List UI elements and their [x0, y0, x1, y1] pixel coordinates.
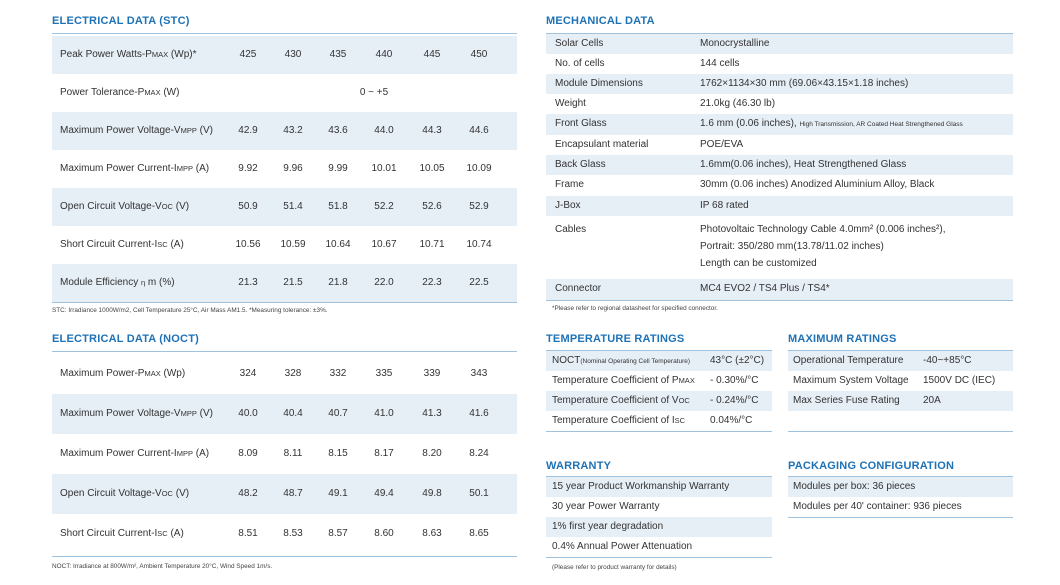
warranty-item: 0.4% Annual Power Attenuation — [552, 541, 693, 552]
mechanical-value-text: 1.6 mm (0.06 inches), — [700, 118, 800, 129]
noct-row-label-tail: (V) — [196, 408, 213, 419]
maximum-row-label: Max Series Fuse Rating — [793, 395, 900, 406]
packaging-title: PACKAGING CONFIGURATION — [788, 460, 955, 472]
mechanical-row-value — [700, 200, 749, 211]
stc-cell: 10.09 — [466, 163, 492, 174]
stc-row-label-tail: (A) — [167, 239, 184, 250]
mechanical-title: MECHANICAL DATA — [546, 15, 655, 27]
stc-cell: 52.2 — [374, 201, 394, 212]
maximum-bottom-rule — [788, 431, 1013, 432]
noct-cell: 49.1 — [328, 488, 348, 499]
stc-row-label-tail: (Wp)* — [168, 49, 197, 60]
stc-cell: 450 — [470, 49, 488, 60]
temperature-row-value: 43°C (±2°C) — [710, 355, 765, 366]
maximum-row-value: 20A — [923, 395, 941, 406]
stc-row-label-text: Maximum Power Current-I — [60, 163, 177, 174]
stc-cell: 21.8 — [328, 277, 348, 288]
stc-row-label-tail: (V) — [196, 125, 213, 136]
noct-cell: 40.4 — [283, 408, 303, 419]
temperature-bottom-rule — [546, 431, 772, 432]
stc-row-label — [60, 49, 197, 60]
stc-row-label-tail: m (%) — [145, 277, 175, 288]
noct-cell: 8.11 — [283, 448, 303, 459]
noct-cell: 8.65 — [469, 528, 489, 539]
stc-cell: 10.64 — [325, 239, 351, 250]
noct-row-label-tail: (A) — [167, 528, 184, 539]
mechanical-row-value-line: Portrait: 350/280 mm(13.78/11.02 inches) — [700, 241, 884, 252]
noct-row-label-text: Maximum Power Voltage-V — [60, 408, 181, 419]
stc-cell: 9.99 — [328, 163, 348, 174]
mechanical-value-text: 21.0kg (46.30 lb) — [700, 98, 776, 109]
stc-cell: 10.71 — [419, 239, 445, 250]
stc-cell: 22.0 — [374, 277, 394, 288]
stc-row-label-subscript: MPP — [180, 126, 197, 135]
temperature-row-label — [552, 395, 690, 406]
mechanical-row-value — [700, 283, 830, 294]
warranty-bottom-rule — [546, 557, 772, 558]
mechanical-row-label: No. of cells — [555, 58, 605, 69]
mechanical-value-text: MC4 EVO2 / TS4 Plus / TS4* — [700, 283, 830, 294]
stc-cell: 9.92 — [238, 163, 258, 174]
temperature-row-label-text: Temperature Coefficient of V — [552, 395, 679, 406]
stc-row-label-subscript: MAX — [144, 88, 161, 97]
stc-cell: 445 — [423, 49, 441, 60]
noct-row-label-text: Short Circuit Current-I — [60, 528, 158, 539]
stc-cell: 440 — [375, 49, 393, 60]
stc-cell: 21.3 — [238, 277, 258, 288]
temperature-row-value: - 0.24%/°C — [710, 395, 759, 406]
noct-note: NOCT: Irradiance at 800W/m², Ambient Temperature 20°C, Wind Speed 1m/s. — [52, 563, 273, 570]
stc-cell: 52.9 — [469, 201, 489, 212]
noct-cell: 41.3 — [422, 408, 442, 419]
noct-cell: 49.8 — [422, 488, 442, 499]
noct-bottom-rule — [52, 556, 517, 557]
warranty-title: WARRANTY — [546, 460, 612, 472]
noct-cell: 50.1 — [469, 488, 489, 499]
noct-cell: 8.63 — [422, 528, 442, 539]
noct-title: ELECTRICAL DATA (NOCT) — [52, 333, 199, 345]
stc-cell: 44.6 — [469, 125, 489, 136]
mechanical-row-label: Connector — [555, 283, 602, 294]
stc-cell: 10.74 — [466, 239, 492, 250]
noct-row-label — [60, 448, 209, 459]
noct-cell: 8.57 — [328, 528, 348, 539]
warranty-note: (Please refer to product warranty for details) — [552, 564, 677, 571]
noct-cell: 8.09 — [238, 448, 258, 459]
noct-row-label-subscript: OC — [161, 489, 173, 498]
mechanical-row-label: Weight — [555, 98, 586, 109]
noct-cell: 41.0 — [374, 408, 394, 419]
stc-row-label — [60, 277, 175, 288]
stc-cell: 43.6 — [328, 125, 348, 136]
stc-row-label-subscript: η — [140, 278, 146, 287]
mechanical-value-text: 1.6mm(0.06 inches), Heat Strengthened Glass — [700, 159, 907, 170]
mechanical-row-value — [700, 38, 769, 49]
noct-row-label-tail: (V) — [172, 488, 190, 499]
stc-title: ELECTRICAL DATA (STC) — [52, 15, 190, 27]
noct-row-label-text: Open Circuit Voltage-V — [60, 488, 162, 499]
mechanical-row-label: Front Glass — [555, 118, 607, 129]
mechanical-row-label: Cables — [555, 224, 587, 235]
temperature-row-label-subscript: MAX — [678, 376, 695, 385]
stc-cell: 51.4 — [283, 201, 303, 212]
noct-cell: 8.20 — [422, 448, 442, 459]
stc-cell: 10.59 — [280, 239, 306, 250]
noct-row-label-subscript: MAX — [144, 369, 161, 378]
stc-row-label — [60, 87, 179, 98]
mechanical-value-text: POE/EVA — [700, 139, 744, 150]
noct-cell: 332 — [329, 368, 347, 379]
noct-cell: 48.2 — [238, 488, 258, 499]
stc-row-label-text: Peak Power Watts-P — [60, 49, 152, 60]
noct-row-label — [60, 368, 185, 379]
warranty-item: 30 year Power Warranty — [552, 501, 660, 512]
noct-row-label-text: Maximum Power-P — [60, 368, 145, 379]
stc-row-label-tail: (A) — [192, 163, 210, 174]
stc-row-label-subscript: MAX — [151, 50, 169, 59]
noct-cell: 41.6 — [469, 408, 489, 419]
maximum-title: MAXIMUM RATINGS — [788, 333, 897, 345]
stc-cell: 22.3 — [422, 277, 442, 288]
noct-cell: 343 — [470, 368, 488, 379]
stc-cell: 10.05 — [419, 163, 445, 174]
mechanical-note: *Please refer to regional datasheet for specified connector. — [552, 305, 718, 312]
stc-cell: 51.8 — [328, 201, 348, 212]
mechanical-value-text: 30mm (0.06 inches) Anodized Aluminium Alloy, Black — [700, 179, 935, 190]
noct-row-label — [60, 488, 189, 499]
mechanical-row-band — [546, 34, 1013, 54]
noct-row-label — [60, 528, 184, 539]
maximum-row-value: 1500V DC (IEC) — [923, 375, 996, 386]
noct-row-label — [60, 408, 213, 419]
noct-cell: 8.24 — [469, 448, 489, 459]
stc-row-label — [60, 163, 209, 174]
stc-row-label-tail: (W) — [160, 87, 180, 98]
stc-row-label-text: Power Tolerance-P — [60, 87, 145, 98]
stc-cell: 10.56 — [235, 239, 261, 250]
temperature-row-value: - 0.30%/°C — [710, 375, 759, 386]
mechanical-row-value — [700, 58, 739, 69]
stc-cell: 435 — [329, 49, 347, 60]
noct-cell: 335 — [375, 368, 393, 379]
mechanical-value-small: High Transmission, AR Coated Heat Strengthened Glass — [799, 121, 963, 128]
mechanical-row-value — [700, 159, 906, 170]
noct-row-label-subscript: MPP — [176, 449, 193, 458]
warranty-item: 15 year Product Workmanship Warranty — [552, 481, 730, 492]
noct-row-label-text: Maximum Power Current-I — [60, 448, 177, 459]
noct-row-label-tail: (Wp) — [160, 368, 186, 379]
stc-cell: 9.96 — [283, 163, 303, 174]
stc-cell: 42.9 — [238, 125, 258, 136]
mechanical-row-value — [700, 179, 934, 190]
temperature-row-label — [552, 355, 690, 366]
temperature-row-value: 0.04%/°C — [710, 415, 753, 426]
stc-cell: 430 — [284, 49, 302, 60]
stc-row-label-text: Maximum Power Voltage-V — [60, 125, 181, 136]
stc-top-rule — [52, 33, 517, 34]
stc-cell: 44.3 — [422, 125, 442, 136]
noct-cell: 339 — [423, 368, 441, 379]
noct-cell: 328 — [284, 368, 302, 379]
stc-cell: 21.5 — [283, 277, 303, 288]
mechanical-row-label: Solar Cells — [555, 38, 604, 49]
noct-row-label-tail: (A) — [192, 448, 210, 459]
packaging-bottom-rule — [788, 517, 1013, 518]
packaging-item: Modules per box: 36 pieces — [793, 481, 916, 492]
stc-cell: 43.2 — [283, 125, 303, 136]
temperature-title: TEMPERATURE RATINGS — [546, 333, 685, 345]
temperature-row-label-text: Temperature Coefficient of I — [552, 415, 675, 426]
maximum-row-label: Operational Temperature — [793, 355, 904, 366]
temperature-row-label-small: (Nominal Operating Cell Temperature) — [580, 358, 691, 365]
noct-row-label-subscript: SC — [157, 529, 168, 538]
stc-row-label — [60, 201, 189, 212]
temperature-row-label — [552, 415, 685, 426]
noct-cell: 8.17 — [374, 448, 394, 459]
noct-cell: 48.7 — [283, 488, 303, 499]
stc-cell: 10.01 — [371, 163, 397, 174]
mechanical-row-value — [700, 118, 963, 129]
temperature-row-label-subscript: OC — [678, 396, 690, 405]
noct-cell: 8.60 — [374, 528, 394, 539]
stc-cell: 425 — [239, 49, 257, 60]
stc-row-label — [60, 125, 213, 136]
mechanical-row-value — [700, 139, 743, 150]
temperature-row-label-text: NOCT — [552, 355, 581, 366]
stc-row-label-text: Open Circuit Voltage-V — [60, 201, 162, 212]
mechanical-row-label: Back Glass — [555, 159, 606, 170]
stc-cell: 50.9 — [238, 201, 258, 212]
stc-cell: 52.6 — [422, 201, 442, 212]
mechanical-row-value — [700, 98, 775, 109]
noct-cell: 8.53 — [283, 528, 303, 539]
noct-cell: 40.0 — [238, 408, 258, 419]
stc-row-label-tail: (V) — [172, 201, 190, 212]
mechanical-row-value-line: Length can be customized — [700, 258, 817, 269]
stc-bottom-rule — [52, 302, 517, 303]
mechanical-row-band — [546, 196, 1013, 216]
noct-top-rule — [52, 351, 517, 352]
noct-cell: 8.51 — [238, 528, 258, 539]
stc-row-label-subscript: SC — [157, 240, 168, 249]
mechanical-bottom-rule — [546, 300, 1013, 301]
mechanical-row-label: J-Box — [555, 200, 581, 211]
warranty-item: 1% first year degradation — [552, 521, 664, 532]
stc-row-label — [60, 239, 184, 250]
stc-row-label-subscript: MPP — [176, 164, 193, 173]
mechanical-value-text: 144 cells — [700, 58, 740, 69]
temperature-row-label-text: Temperature Coefficient of P — [552, 375, 679, 386]
stc-row-label-text: Short Circuit Current-I — [60, 239, 158, 250]
noct-row-label-subscript: MPP — [180, 409, 197, 418]
mechanical-value-text: 1762×1134×30 mm (69.06×43.15×1.18 inches) — [700, 78, 909, 89]
temperature-row-label — [552, 375, 695, 386]
stc-row-label-subscript: OC — [161, 202, 173, 211]
stc-cell: 44.0 — [374, 125, 394, 136]
noct-cell: 49.4 — [374, 488, 394, 499]
packaging-item: Modules per 40' container: 936 pieces — [793, 501, 962, 512]
noct-cell: 40.7 — [328, 408, 348, 419]
stc-note: STC: Irradiance 1000W/m2, Cell Temperature 25°C, Air Mass AM1.5. *Measuring tolerance: ±3%. — [52, 307, 328, 314]
stc-cell: 10.67 — [371, 239, 397, 250]
mechanical-row-label: Encapsulant material — [555, 139, 649, 150]
temperature-row-label-subscript: SC — [674, 416, 686, 425]
stc-cell: 22.5 — [469, 277, 489, 288]
mechanical-value-text: Monocrystalline — [700, 38, 770, 49]
mechanical-row-label: Frame — [555, 179, 584, 190]
maximum-row-label: Maximum System Voltage — [793, 375, 909, 386]
maximum-row-value: -40~+85°C — [923, 355, 972, 366]
noct-cell: 8.15 — [328, 448, 348, 459]
mechanical-row-label: Module Dimensions — [555, 78, 643, 89]
noct-cell: 324 — [239, 368, 257, 379]
mechanical-row-value-line: Photovoltaic Technology Cable 4.0mm² (0.006 inches²), — [700, 224, 946, 235]
stc-row-label-text: Module Efficiency — [60, 277, 141, 288]
stc-span-cell: 0 ~ +5 — [359, 87, 389, 98]
mechanical-value-text: IP 68 rated — [700, 200, 749, 211]
mechanical-row-value — [700, 78, 908, 89]
